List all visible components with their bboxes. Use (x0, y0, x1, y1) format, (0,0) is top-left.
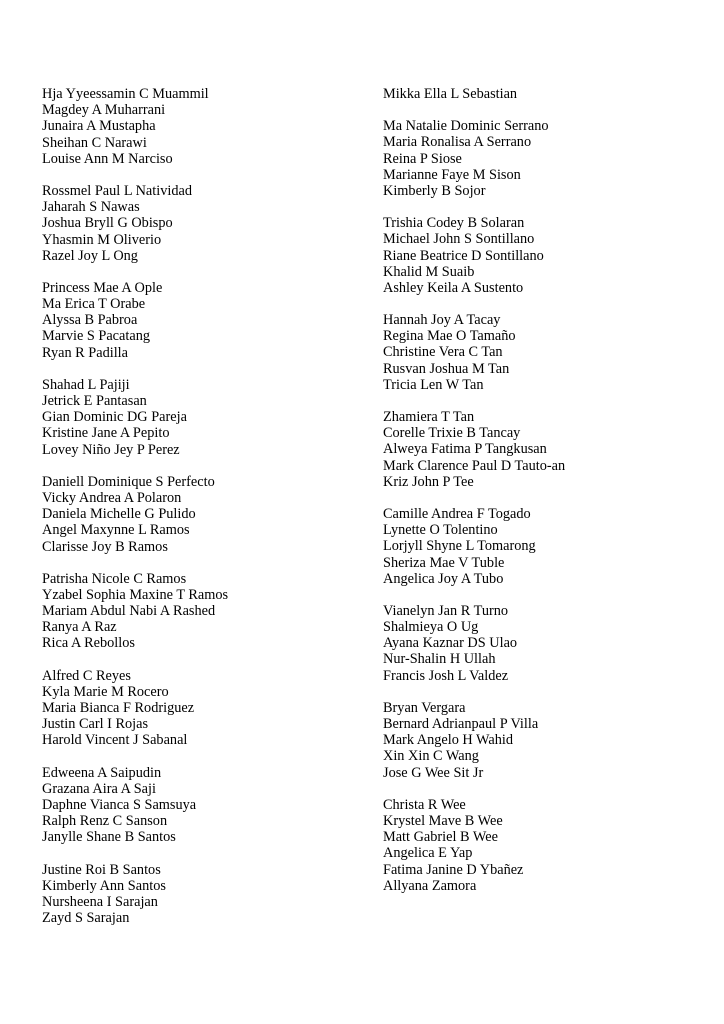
name-entry: Riane Beatrice D Sontillano (383, 247, 544, 264)
name-entry: Janylle Shane B Santos (42, 829, 176, 846)
name-entry: Ranya A Raz (42, 619, 117, 636)
name-entry: Shalmieya O Ug (383, 619, 479, 636)
name-entry: Xin Xin C Wang (383, 748, 479, 765)
name-group (383, 506, 703, 587)
name-entry: Harold Vincent J Sabanal (42, 732, 188, 749)
name-group (42, 571, 362, 652)
name-entry: Mariam Abdul Nabi A Rashed (42, 603, 216, 620)
name-entry: Maria Ronalisa A Serrano (383, 134, 532, 151)
name-entry: Tricia Len W Tan (383, 376, 484, 393)
name-entry: Daphne Vianca S Samsuya (42, 796, 197, 813)
name-entry: Ma Natalie Dominic Serrano (383, 118, 549, 135)
name-entry: Hja Yyeessamin C Muammil (42, 86, 209, 102)
name-entry: Fatima Janine D Ybañez (383, 861, 524, 878)
name-group (42, 377, 362, 458)
name-entry: Jose G Wee Sit Jr (383, 764, 484, 781)
name-entry: Sheihan C Narawi (42, 134, 147, 151)
name-entry: Magdey A Muharrani (42, 102, 166, 119)
name-entry: Marvie S Pacatang (42, 328, 150, 345)
name-entry: Ayana Kaznar DS Ulao (383, 635, 518, 652)
name-entry: Christine Vera C Tan (383, 344, 503, 361)
name-group (42, 183, 362, 264)
name-entry: Krystel Mave B Wee (383, 812, 503, 829)
name-entry: Bryan Vergara (383, 699, 466, 716)
name-entry: Yzabel Sophia Maxine T Ramos (42, 586, 229, 603)
name-entry: Jetrick E Pantasan (42, 393, 147, 409)
name-entry: Razel Joy L Ong (42, 247, 138, 264)
name-entry: Khalid M Suaib (383, 263, 475, 280)
name-entry: Nur-Shalin H Ullah (383, 651, 496, 668)
name-group (383, 312, 703, 393)
name-entry: Allyana Zamora (383, 877, 477, 894)
name-entry: Kristine Jane A Pepito (42, 425, 170, 442)
name-group (42, 86, 362, 167)
name-group (383, 603, 703, 684)
name-entry: Regina Mae O Tamaño (383, 328, 516, 345)
name-entry: Trishia Codey B Solaran (383, 215, 525, 232)
name-entry: Angel Maxynne L Ramos (42, 522, 190, 539)
name-entry: Zayd S Sarajan (42, 910, 130, 927)
name-entry: Grazana Aira A Saji (42, 780, 156, 797)
name-entry: Mikka Ella L Sebastian (383, 86, 518, 102)
name-entry: Ma Erica T Orabe (42, 296, 146, 313)
name-entry: Marianne Faye M Sison (383, 166, 521, 183)
names-column-right (383, 86, 703, 910)
name-entry: Alweya Fatima P Tangkusan (383, 441, 547, 458)
name-entry: Sheriza Mae V Tuble (383, 554, 505, 571)
name-entry: Justin Carl I Rojas (42, 716, 149, 733)
name-group (383, 797, 703, 894)
name-entry: Maria Bianca F Rodriguez (42, 700, 195, 716)
name-group (42, 280, 362, 361)
name-entry: Louise Ann M Narciso (42, 150, 173, 167)
name-entry: Junaira A Mustapha (42, 118, 156, 135)
name-entry: Rossmel Paul L Natividad (42, 182, 192, 199)
name-entry: Alfred C Reyes (42, 667, 131, 684)
name-entry: Reina P Siose (383, 150, 462, 167)
name-entry: Justine Roi B Santos (42, 861, 161, 878)
name-entry: Christa R Wee (383, 796, 466, 813)
name-entry: Corelle Trixie B Tancay (383, 425, 521, 442)
name-entry: Nursheena I Sarajan (42, 893, 158, 910)
name-entry: Rusvan Joshua M Tan (383, 360, 510, 377)
name-entry: Vicky Andrea A Polaron (42, 489, 182, 506)
name-group (383, 86, 703, 102)
name-entry: Ryan R Padilla (42, 344, 128, 361)
name-entry: Hannah Joy A Tacay (383, 312, 501, 329)
name-group (383, 409, 703, 490)
name-entry: Ralph Renz C Sanson (42, 813, 168, 830)
name-entry: Camille Andrea F Togado (383, 505, 531, 522)
name-entry: Mark Clarence Paul D Tauto-an (383, 457, 566, 474)
name-entry: Alyssa B Pabroa (42, 312, 138, 329)
name-group (383, 700, 703, 781)
name-entry: Vianelyn Jan R Turno (383, 602, 509, 619)
name-entry: Yhasmin M Oliverio (42, 231, 162, 248)
name-entry: Daniela Michelle G Pulido (42, 506, 196, 523)
name-group (42, 862, 362, 927)
name-group (42, 474, 362, 555)
name-entry: Angelica Joy A Tubo (383, 570, 504, 587)
name-entry: Princess Mae A Ople (42, 279, 163, 296)
name-entry: Jaharah S Nawas (42, 199, 140, 216)
name-entry: Kimberly B Sojor (383, 182, 486, 199)
name-group (42, 668, 362, 749)
name-entry: Matt Gabriel B Wee (383, 829, 498, 846)
name-entry: Clarisse Joy B Ramos (42, 538, 168, 555)
name-entry: Kyla Marie M Rocero (42, 683, 169, 700)
names-column-left (42, 86, 362, 942)
name-entry: Joshua Bryll G Obispo (42, 215, 173, 232)
name-entry: Kriz John P Tee (383, 473, 474, 490)
name-group (383, 215, 703, 296)
name-entry: Angelica E Yap (383, 845, 473, 862)
name-group (383, 118, 703, 199)
name-entry: Ashley Keila A Sustento (383, 279, 524, 296)
name-group (42, 765, 362, 846)
name-entry: Lynette O Tolentino (383, 522, 498, 539)
name-entry: Mark Angelo H Wahid (383, 732, 514, 749)
name-entry: Shahad L Pajiji (42, 376, 130, 393)
name-entry: Kimberly Ann Santos (42, 877, 166, 894)
name-entry: Michael John S Sontillano (383, 231, 535, 248)
name-entry: Zhamiera T Tan (383, 409, 475, 425)
name-entry: Rica A Rebollos (42, 635, 135, 652)
name-entry: Patrisha Nicole C Ramos (42, 570, 187, 587)
name-entry: Lorjyll Shyne L Tomarong (383, 538, 536, 555)
name-entry: Gian Dominic DG Pareja (42, 409, 187, 426)
name-entry: Daniell Dominique S Perfecto (42, 473, 215, 490)
name-entry: Lovey Niño Jey P Perez (42, 441, 180, 458)
name-entry: Bernard Adrianpaul P Villa (383, 716, 539, 732)
name-entry: Francis Josh L Valdez (383, 667, 509, 684)
name-entry: Edweena A Saipudin (42, 764, 162, 781)
